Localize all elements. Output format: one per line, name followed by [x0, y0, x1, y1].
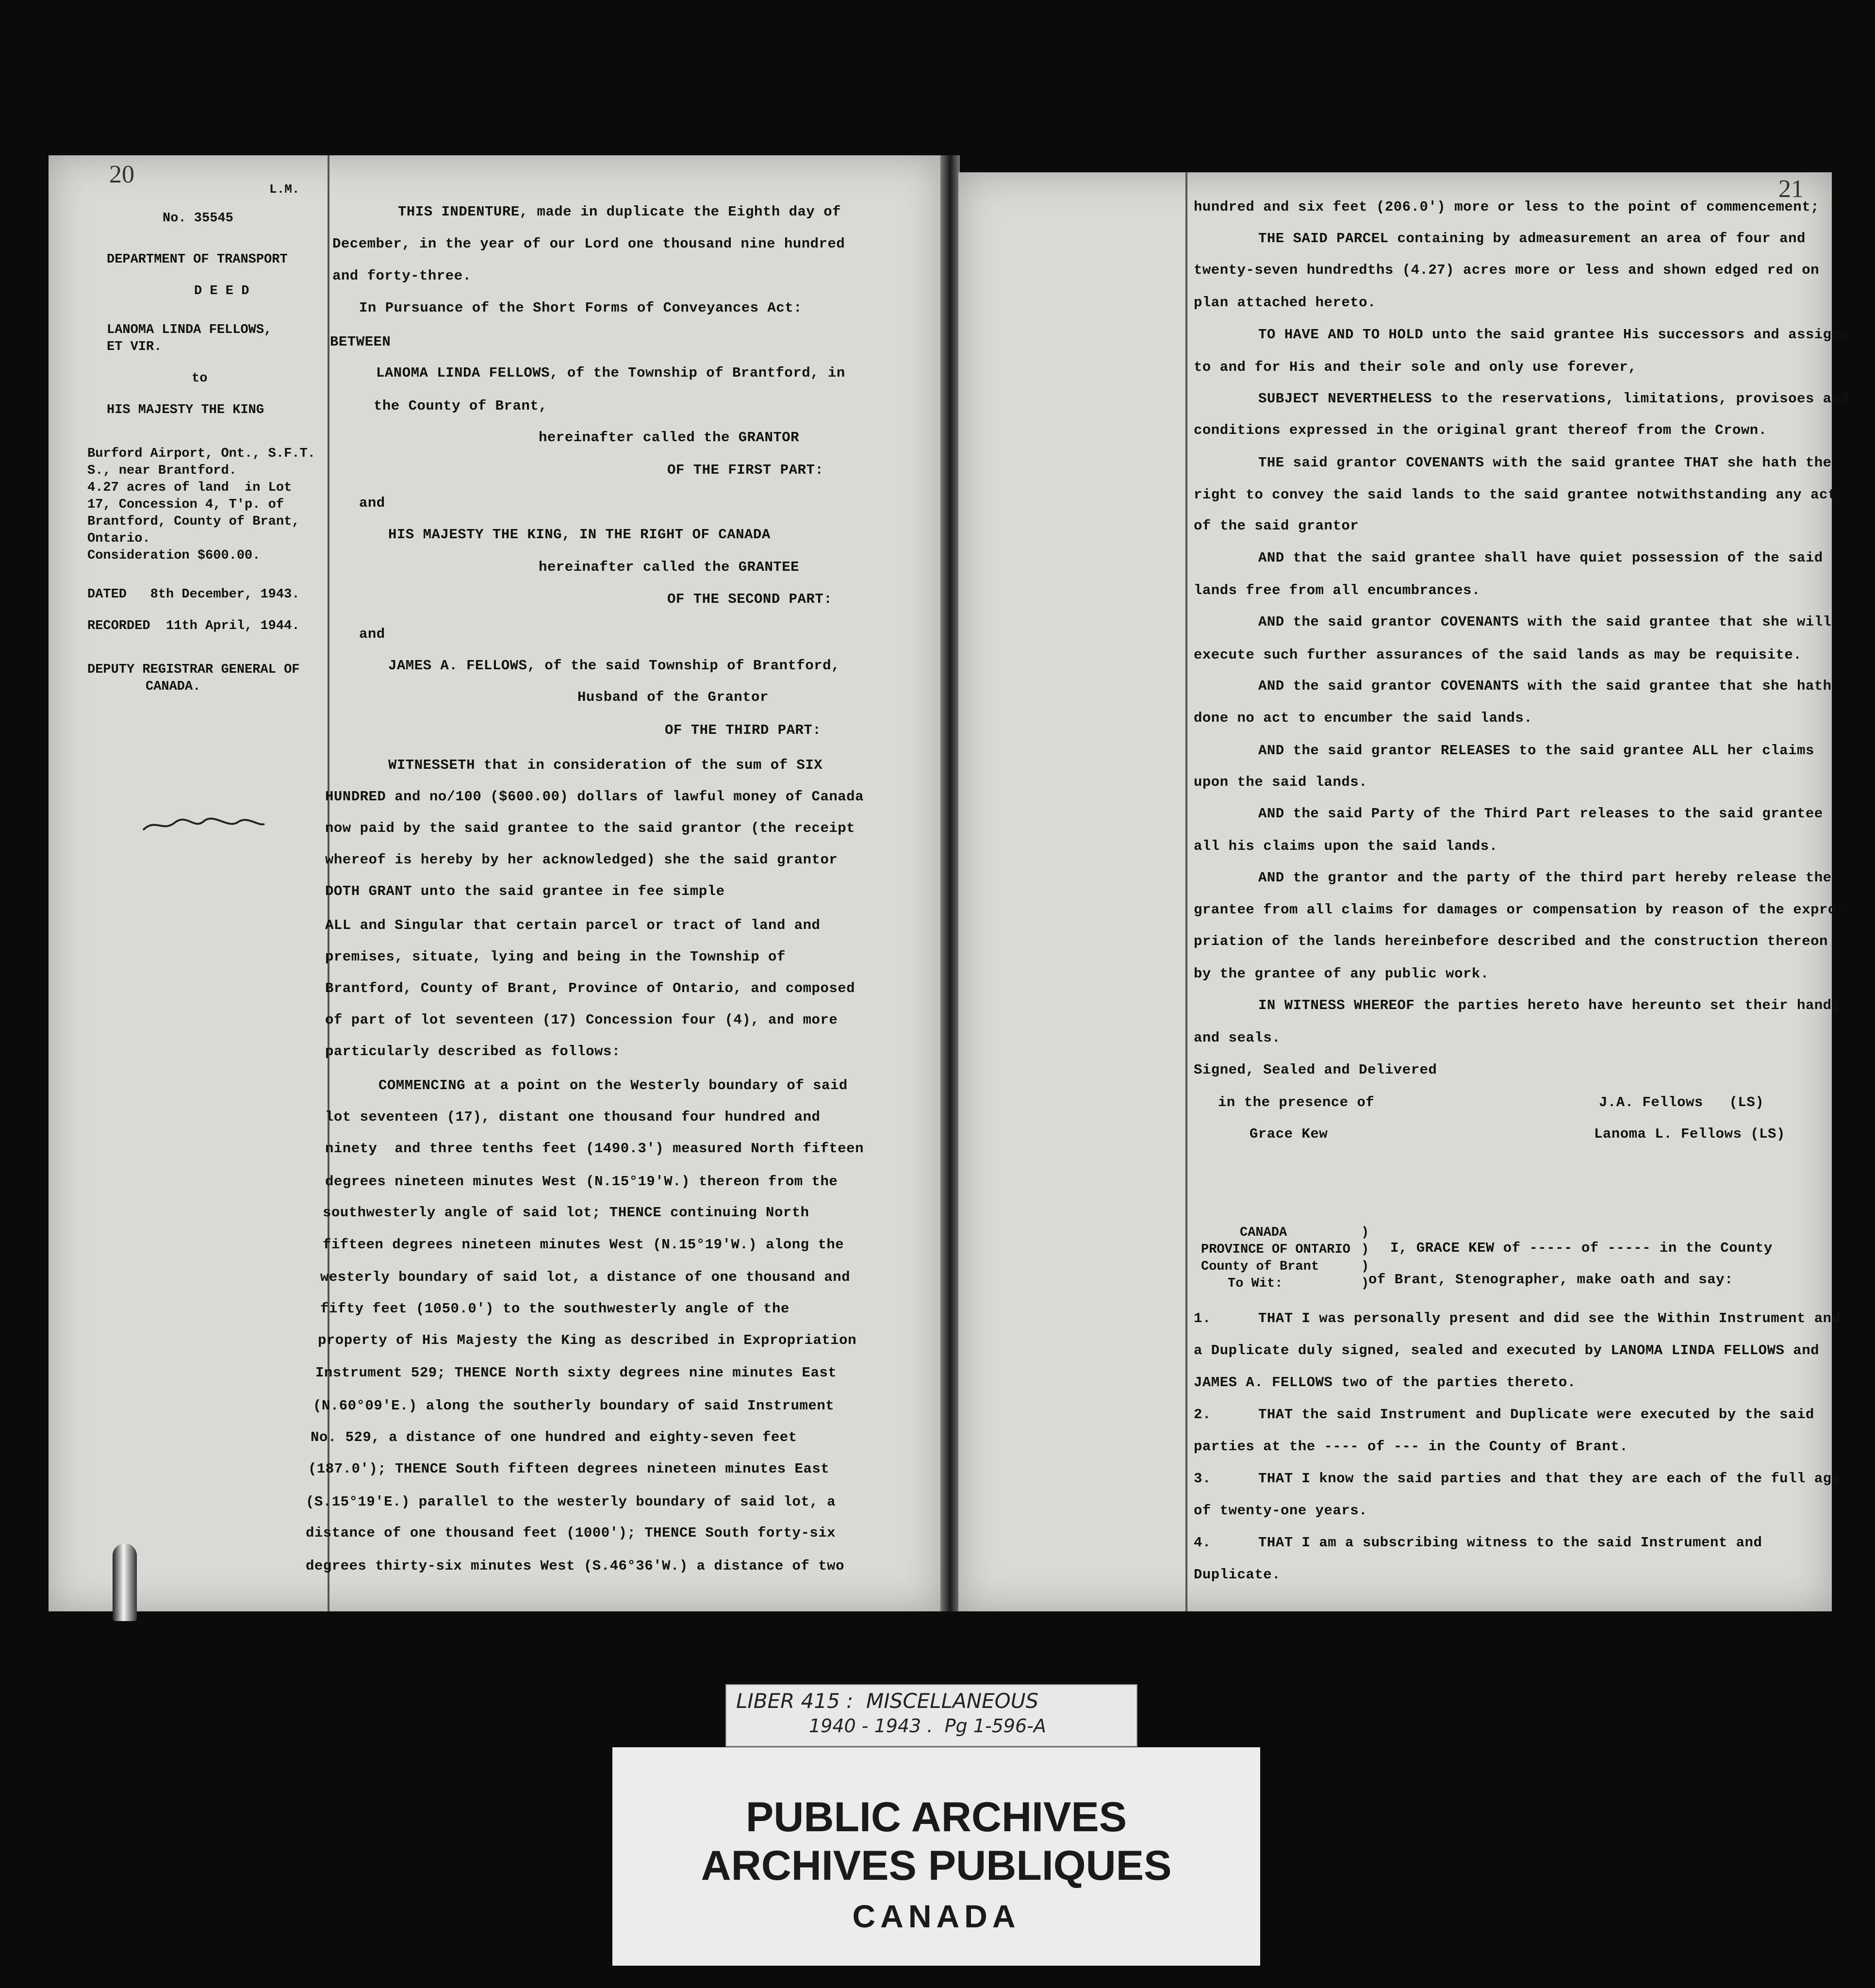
deed-line: (187.0'); THENCE South fifteen degrees nineteen minutes East: [308, 1461, 830, 1477]
margin-line: No. 35545: [163, 211, 233, 226]
deed-line: hereinafter called the GRANTEE: [539, 559, 800, 575]
deed-line: ALL and Singular that certain parcel or tract of land and: [325, 917, 821, 933]
venue-line: To Wit:: [1228, 1276, 1283, 1291]
deed-line: plan attached hereto.: [1194, 295, 1376, 311]
deed-line: (N.60°09'E.) along the southerly boundary of said Instrument: [313, 1398, 835, 1414]
deed-line: BETWEEN: [330, 334, 391, 350]
deed-line: TO HAVE AND TO HOLD unto the said grantee His successors and assigns: [1258, 327, 1849, 343]
note-line: LIBER 415 : MISCELLANEOUS: [736, 1689, 1039, 1713]
deed-line: by the grantee of any public work.: [1194, 966, 1489, 982]
margin-line: HIS MAJESTY THE KING: [107, 403, 264, 417]
affidavit-line: THAT I know the said parties and that they are each of the full age: [1258, 1471, 1841, 1487]
deed-line: property of His Majesty the King as described in Expropriation: [318, 1332, 856, 1348]
venue-bracket: ): [1361, 1276, 1369, 1291]
deed-line: the County of Brant,: [374, 398, 548, 414]
deed-line: of part of lot seventeen (17) Concession four (4), and more: [325, 1012, 838, 1028]
deed-line: to and for His and their sole and only use forever,: [1194, 359, 1637, 375]
affidavit-line: JAMES A. FELLOWS two of the parties thereto.: [1194, 1375, 1576, 1391]
deed-line: degrees nineteen minutes West (N.15°19'W.) thereon from the: [325, 1174, 838, 1190]
affidavit-line: Duplicate.: [1194, 1567, 1281, 1583]
margin-line: 17, Concession 4, T'p. of: [87, 497, 284, 512]
deed-line: done no act to encumber the said lands.: [1194, 710, 1533, 726]
deed-line: of the said grantor: [1194, 518, 1359, 534]
deed-line: OF THE THIRD PART:: [665, 722, 822, 738]
margin-line: Brantford, County of Brant,: [87, 514, 300, 529]
deed-line: Signed, Sealed and Delivered: [1194, 1062, 1437, 1078]
deed-line: SUBJECT NEVERTHELESS to the reservations, limitations, provisoes and: [1258, 391, 1849, 407]
margin-line: S., near Brantford.: [87, 464, 237, 478]
deed-line: fifteen degrees nineteen minutes West (N.15°19'W.) along the: [323, 1237, 844, 1253]
right-page: [958, 172, 1849, 1611]
margin-rule: [1185, 172, 1187, 1611]
affidavit-intro: of Brant, Stenographer, make oath and say:: [1368, 1272, 1733, 1288]
affidavit-line: THAT the said Instrument and Duplicate were executed by the said: [1258, 1407, 1814, 1423]
label-line-country: CANADA: [852, 1898, 1020, 1934]
deed-line: AND that the said grantee shall have quiet possession of the said: [1258, 550, 1823, 566]
page-number: 21: [1778, 175, 1804, 203]
margin-line: Ontario.: [87, 531, 150, 546]
deed-line: HUNDRED and no/100 ($600.00) dollars of lawful money of Canada: [325, 789, 864, 805]
note-line: 1940 - 1943 . Pg 1-596-A: [809, 1715, 1046, 1737]
margin-line: RECORDED 11th April, 1944.: [87, 619, 300, 633]
deed-line: J.A. Fellows (LS): [1599, 1094, 1764, 1110]
venue-bracket: ): [1361, 1259, 1369, 1274]
handwritten-liber-note: [725, 1684, 1137, 1747]
deed-line: whereof is hereby by her acknowledged) she the said grantor: [325, 852, 838, 868]
affidavit-line: THAT I was personally present and did see the Within Instrument and: [1258, 1310, 1841, 1326]
venue-line: PROVINCE OF ONTARIO: [1201, 1242, 1350, 1257]
venue-line: CANADA: [1240, 1226, 1287, 1240]
affidavit-item-number: 3.: [1194, 1471, 1211, 1487]
deed-line: premises, situate, lying and being in the Township of: [325, 949, 786, 965]
deed-line: AND the grantor and the party of the third part hereby release the: [1258, 870, 1832, 886]
deed-line: JAMES A. FELLOWS, of the said Township of Brantford,: [388, 658, 840, 674]
deed-line: in the presence of: [1218, 1094, 1375, 1110]
deed-line: OF THE SECOND PART:: [667, 591, 833, 607]
deed-line: hereinafter called the GRANTOR: [539, 430, 800, 446]
affidavit-line: parties at the ---- of --- in the County of Brant.: [1194, 1439, 1628, 1455]
affidavit-item-number: 2.: [1194, 1407, 1211, 1423]
deed-line: Husband of the Grantor: [577, 689, 769, 705]
deed-line: ninety and three tenths feet (1490.3') measured North fifteen: [325, 1141, 864, 1157]
deed-line: December, in the year of our Lord one thousand nine hundred: [332, 236, 845, 252]
deed-line: fifty feet (1050.0') to the southwesterly angle of the: [320, 1301, 789, 1317]
margin-line: 4.27 acres of land in Lot: [87, 480, 292, 495]
deed-line: Instrument 529; THENCE North sixty degrees nine minutes East: [315, 1365, 837, 1381]
deed-line: Lanoma L. Fellows (LS): [1594, 1126, 1785, 1142]
deed-line: distance of one thousand feet (1000'); THENCE South forty-six: [306, 1525, 836, 1541]
deed-line: and: [359, 626, 385, 642]
header-code: L.M.: [269, 182, 300, 197]
deed-line: THE said grantor COVENANTS with the said grantee THAT she hath the: [1258, 455, 1832, 471]
deed-line: now paid by the said grantee to the said grantor (the receipt: [325, 820, 855, 836]
deed-line: IN WITNESS WHEREOF the parties hereto have hereunto set their hands: [1258, 997, 1841, 1013]
pen: [113, 1543, 137, 1621]
margin-line: to: [192, 371, 208, 386]
deed-line: AND the said grantor COVENANTS with the said grantee that she hath: [1258, 678, 1832, 694]
book-spine: [940, 155, 960, 1611]
margin-line: LANOMA LINDA FELLOWS,: [107, 323, 272, 337]
deed-line: In Pursuance of the Short Forms of Conveyances Act:: [359, 300, 803, 316]
affidavit-item-number: 4.: [1194, 1535, 1211, 1551]
deed-line: hundred and six feet (206.0') more or less to the point of commencement;: [1194, 199, 1820, 215]
deed-line: AND the said grantor COVENANTS with the said grantee that she will: [1258, 614, 1832, 630]
deed-line: southwesterly angle of said lot; THENCE continuing North: [323, 1205, 809, 1221]
archives-label: [612, 1747, 1260, 1966]
deed-line: particularly described as follows:: [325, 1044, 621, 1060]
deed-line: right to convey the said lands to the said grantee notwithstanding any act: [1194, 487, 1837, 503]
label-line-english: PUBLIC ARCHIVES: [745, 1794, 1127, 1840]
deed-line: Brantford, County of Brant, Province of Ontario, and composed: [325, 980, 855, 996]
deed-line: westerly boundary of said lot, a distance of one thousand and: [320, 1269, 851, 1285]
deed-line: No. 529, a distance of one hundred and eighty-seven feet: [311, 1429, 797, 1445]
venue-line: County of Brant: [1201, 1259, 1319, 1274]
deed-line: COMMENCING at a point on the Westerly boundary of said: [378, 1077, 848, 1093]
deed-line: OF THE FIRST PART:: [667, 462, 824, 478]
deed-line: all his claims upon the said lands.: [1194, 838, 1498, 854]
deed-line: and seals.: [1194, 1030, 1281, 1046]
affidavit-item-number: 1.: [1194, 1310, 1211, 1326]
deed-line: AND the said Party of the Third Part releases to the said grantee: [1258, 806, 1823, 822]
deed-line: conditions expressed in the original grant thereof from the Crown.: [1194, 422, 1767, 438]
deed-line: lands free from all encumbrances.: [1194, 582, 1480, 598]
venue-bracket: ): [1361, 1226, 1369, 1240]
deed-line: THE SAID PARCEL containing by admeasurement an area of four and: [1258, 231, 1806, 247]
affidavit-line: of twenty-one years.: [1194, 1503, 1368, 1519]
deed-line: AND the said grantor RELEASES to the said grantee ALL her claims: [1258, 743, 1814, 759]
affidavit-intro: I, GRACE KEW of ----- of ----- in the County: [1390, 1240, 1773, 1256]
deed-line: and: [359, 495, 385, 511]
left-page: [49, 155, 941, 1611]
page-number: 20: [109, 161, 134, 188]
margin-line: DEPUTY REGISTRAR GENERAL OF: [87, 663, 300, 677]
margin-line: Burford Airport, Ont., S.F.T.: [87, 447, 315, 461]
deed-line: upon the said lands.: [1194, 774, 1368, 790]
deed-line: priation of the lands hereinbefore described and the construction thereon: [1194, 933, 1828, 949]
deed-line: (S.15°19'E.) parallel to the westerly boundary of said lot, a: [306, 1494, 836, 1510]
deed-line: grantee from all claims for damages or compensation by reason of the expro-: [1194, 902, 1845, 918]
margin-line: Consideration $600.00.: [87, 548, 261, 563]
affidavit-line: THAT I am a subscribing witness to the said Instrument and: [1258, 1535, 1762, 1551]
margin-line: CANADA.: [146, 679, 201, 694]
deed-line: lot seventeen (17), distant one thousand four hundred and: [325, 1109, 821, 1125]
deed-line: twenty-seven hundredths (4.27) acres more or less and shown edged red on: [1194, 262, 1820, 278]
margin-line: DEPARTMENT OF TRANSPORT: [107, 252, 288, 267]
deed-line: LANOMA LINDA FELLOWS, of the Township of Brantford, in: [376, 365, 845, 381]
deed-line: WITNESSETH that in consideration of the sum of SIX: [388, 757, 823, 773]
deed-line: Grace Kew: [1250, 1126, 1328, 1142]
deed-line: THIS INDENTURE, made in duplicate the Eighth day of: [398, 204, 841, 220]
affidavit-line: a Duplicate duly signed, sealed and executed by LANOMA LINDA FELLOWS and: [1194, 1342, 1820, 1358]
margin-line: DATED 8th December, 1943.: [87, 587, 300, 602]
venue-bracket: ): [1361, 1242, 1369, 1257]
deed-line: DOTH GRANT unto the said grantee in fee simple: [325, 883, 725, 899]
deed-line: and forty-three.: [332, 268, 472, 284]
margin-line: D E E D: [194, 284, 249, 298]
deed-line: degrees thirty-six minutes West (S.46°36'W.) a distance of two: [306, 1558, 844, 1574]
deed-line: HIS MAJESTY THE KING, IN THE RIGHT OF CANADA: [388, 527, 771, 543]
margin-line: ET VIR.: [107, 340, 162, 354]
deed-line: execute such further assurances of the said lands as may be requisite.: [1194, 647, 1802, 663]
label-line-french: ARCHIVES PUBLIQUES: [701, 1842, 1172, 1889]
signature-mark: [141, 815, 267, 835]
